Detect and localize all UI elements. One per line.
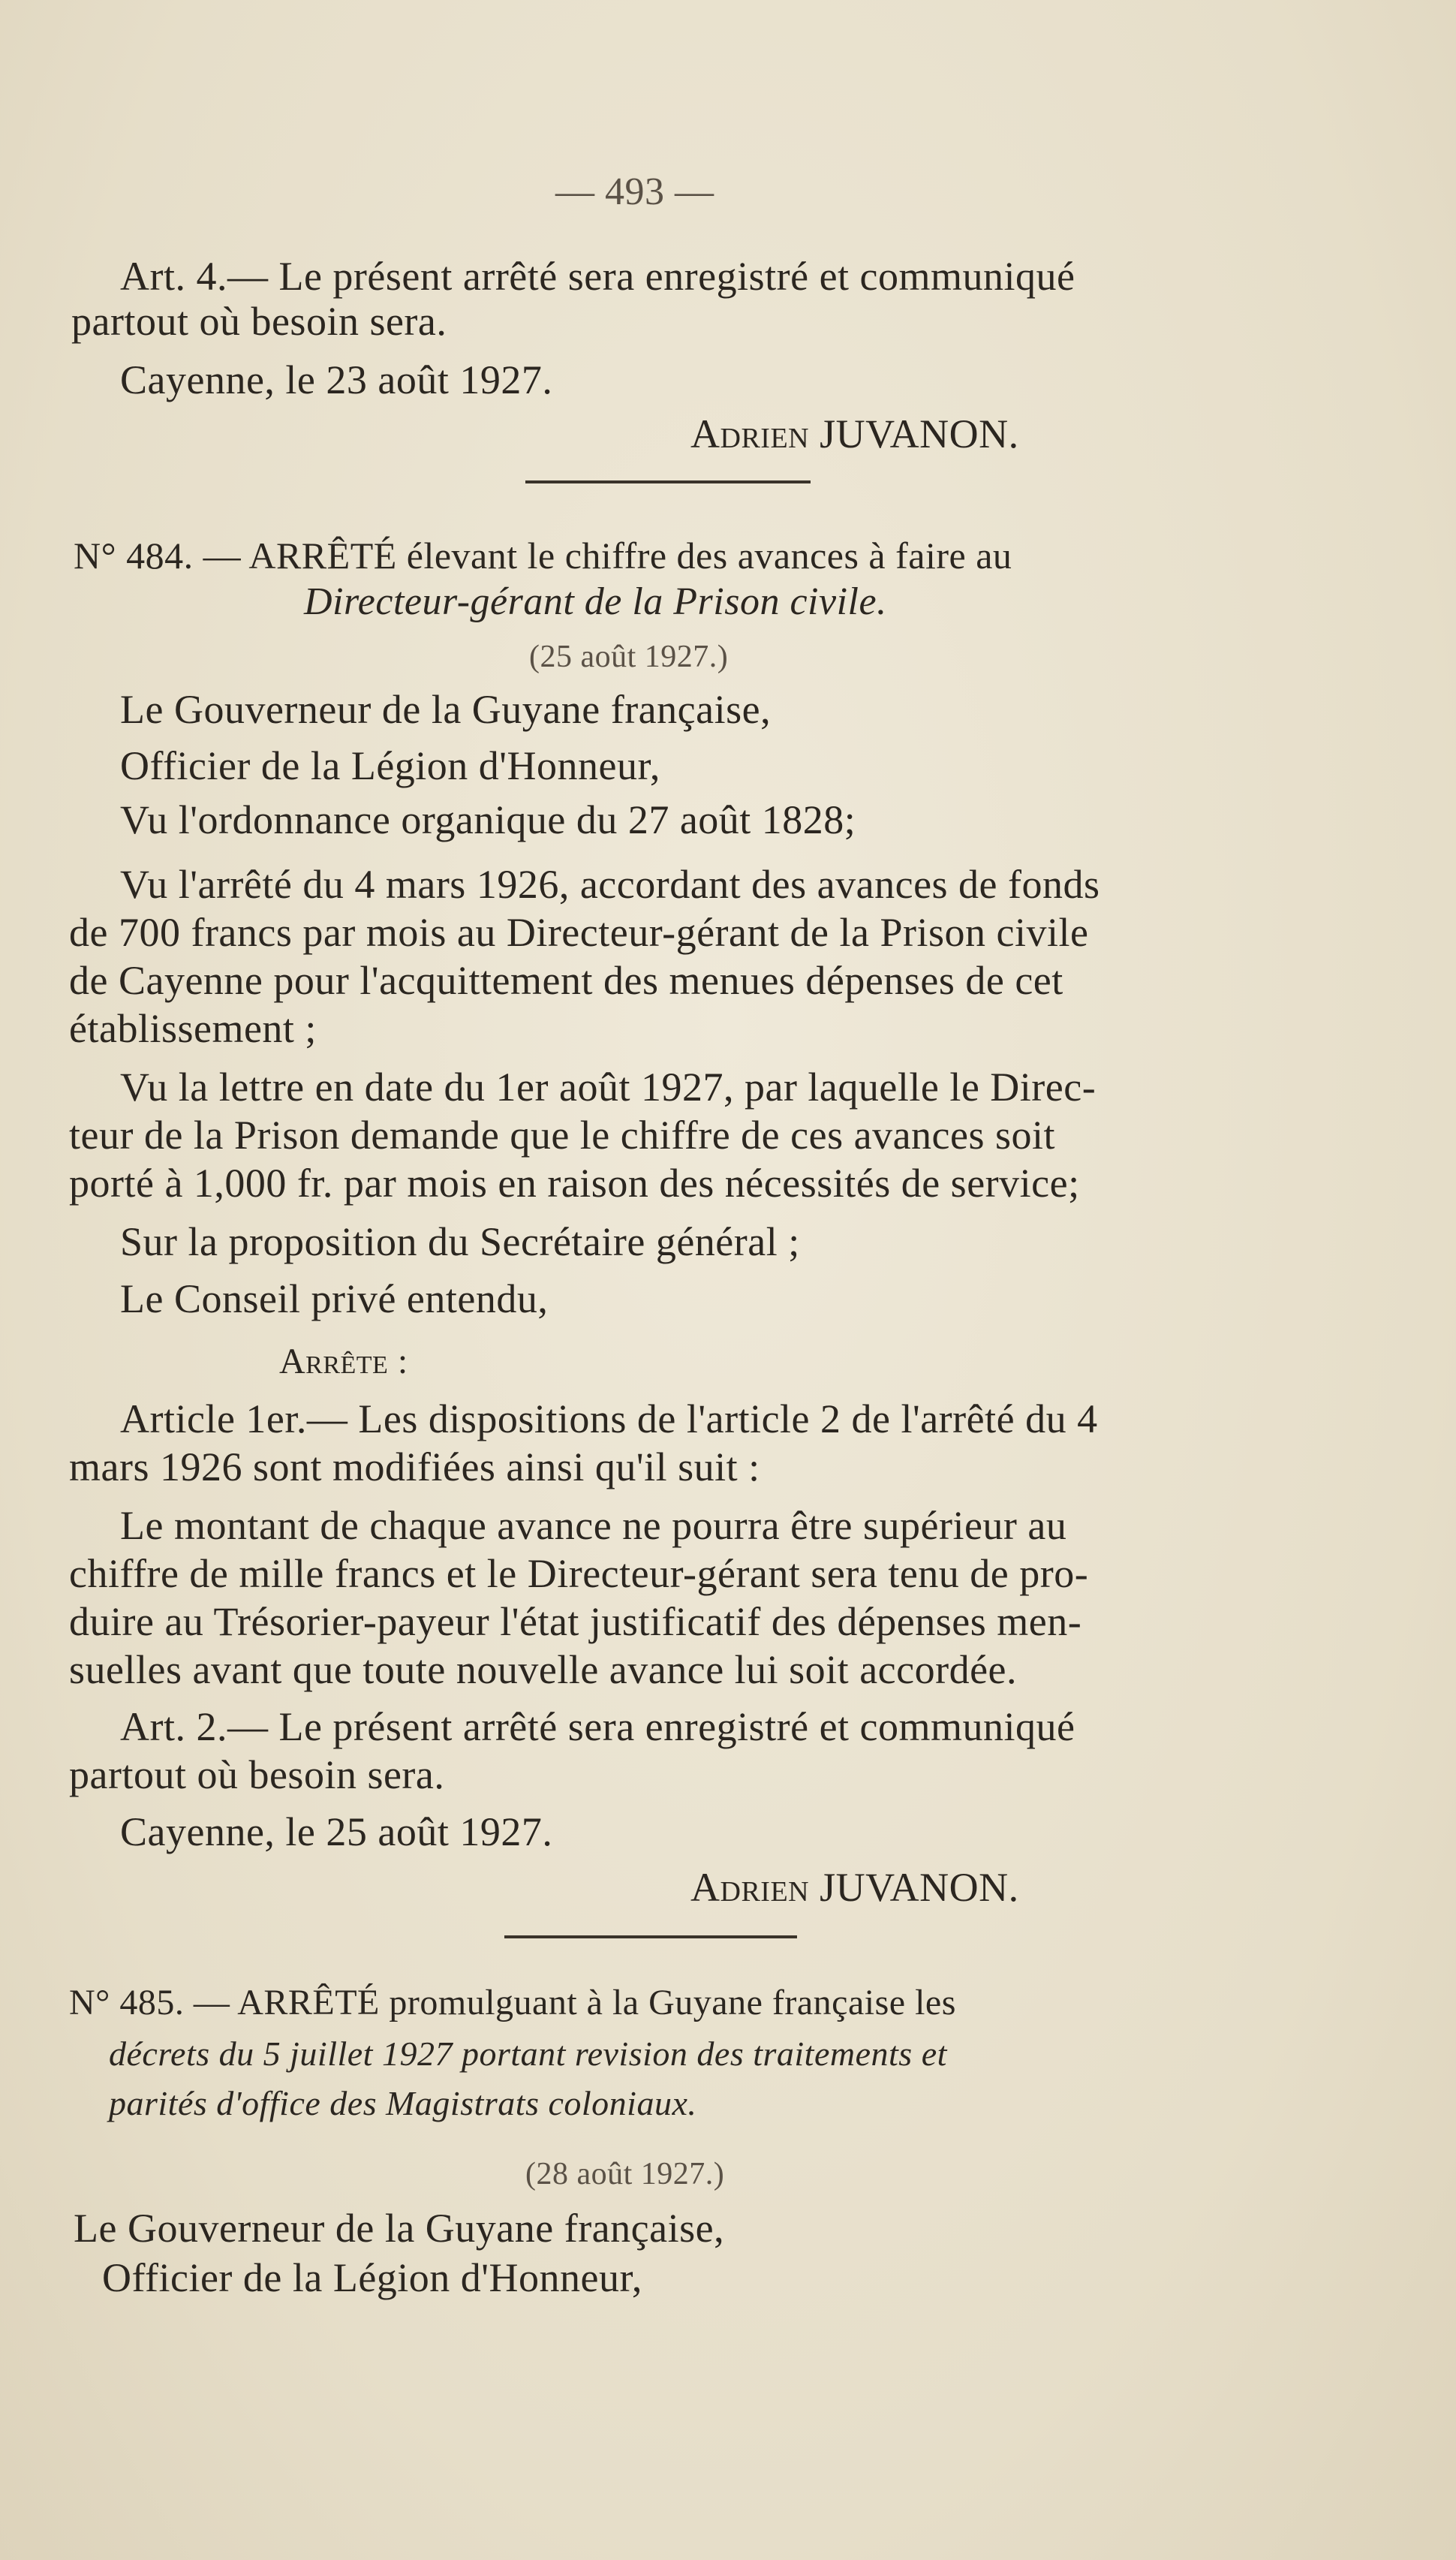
preamble-line: Vu la lettre en date du 1er août 1927, par laquelle le Direc-	[120, 1065, 1097, 1110]
article-line: suelles avant que toute nouvelle avance lui soit accordée.	[69, 1647, 1018, 1692]
divider-2	[504, 1935, 797, 1938]
page-number: — 493 —	[555, 170, 714, 213]
article-line: Cayenne, le 25 août 1927.	[120, 1809, 553, 1854]
decree-485-date: (28 août 1927.)	[525, 2157, 725, 2191]
divider-1	[525, 480, 811, 483]
preamble-line: porté à 1,000 fr. par mois en raison des nécessités de service;	[69, 1161, 1080, 1206]
preamble-line: Officier de la Légion d'Honneur,	[120, 743, 660, 788]
arrete-heading: Arrête :	[279, 1342, 408, 1381]
article-line: mars 1926 sont modifiées ainsi qu'il suit :	[69, 1444, 760, 1489]
art4-line-1: Art. 4.— Le présent arrêté sera enregistré et communiqué	[120, 254, 1075, 299]
signature-484: Adrien JUVANON.	[690, 1865, 1019, 1910]
decree-484-heading-2: Directeur-gérant de la Prison civile.	[304, 580, 887, 623]
article-line: chiffre de mille francs et le Directeur-gérant sera tenu de pro-	[69, 1551, 1089, 1596]
article-line: Le montant de chaque avance ne pourra être supérieur au	[120, 1503, 1067, 1548]
preamble-line: établissement ;	[69, 1006, 317, 1051]
preamble-line: Le Conseil privé entendu,	[120, 1276, 549, 1321]
decree-484-date: (25 août 1927.)	[529, 640, 729, 674]
decree-485-heading-3: parités d'office des Magistrats coloniaux.	[109, 2084, 697, 2122]
article-line: Art. 2.— Le présent arrêté sera enregistré et communiqué	[120, 1704, 1075, 1749]
preamble-line: de Cayenne pour l'acquittement des menues dépenses de cet	[69, 958, 1063, 1003]
place-date-1: Cayenne, le 23 août 1927.	[120, 357, 553, 402]
preamble-line: Le Gouverneur de la Guyane française,	[74, 2206, 725, 2251]
preamble-line: Le Gouverneur de la Guyane française,	[120, 687, 772, 732]
article-line: partout où besoin sera.	[69, 1752, 445, 1797]
article-line: duire au Trésorier-payeur l'état justificatif des dépenses men-	[69, 1599, 1082, 1644]
preamble-line: de 700 francs par mois au Directeur-gérant de la Prison civile	[69, 910, 1089, 955]
preamble-line: Sur la proposition du Secrétaire général ;	[120, 1219, 800, 1264]
preamble-line: Vu l'ordonnance organique du 27 août 1828;	[120, 797, 856, 842]
decree-484-heading-1: N° 484. — ARRÊTÉ élevant le chiffre des avances à faire au	[74, 535, 1012, 577]
art4-line-2: partout où besoin sera.	[71, 299, 447, 344]
decree-485-heading-2: décrets du 5 juillet 1927 portant revision des traitements et	[109, 2034, 947, 2073]
decree-485-heading-1: N° 485. — ARRÊTÉ promulguant à la Guyane française les	[69, 1983, 956, 2022]
article-line: Article 1er.— Les dispositions de l'article 2 de l'arrêté du 4	[120, 1396, 1098, 1441]
preamble-line: Officier de la Légion d'Honneur,	[102, 2255, 642, 2300]
preamble-line: teur de la Prison demande que le chiffre de ces avances soit	[69, 1113, 1056, 1158]
preamble-line: Vu l'arrêté du 4 mars 1926, accordant des avances de fonds	[120, 862, 1100, 907]
signature-1: Adrien JUVANON.	[690, 411, 1019, 456]
